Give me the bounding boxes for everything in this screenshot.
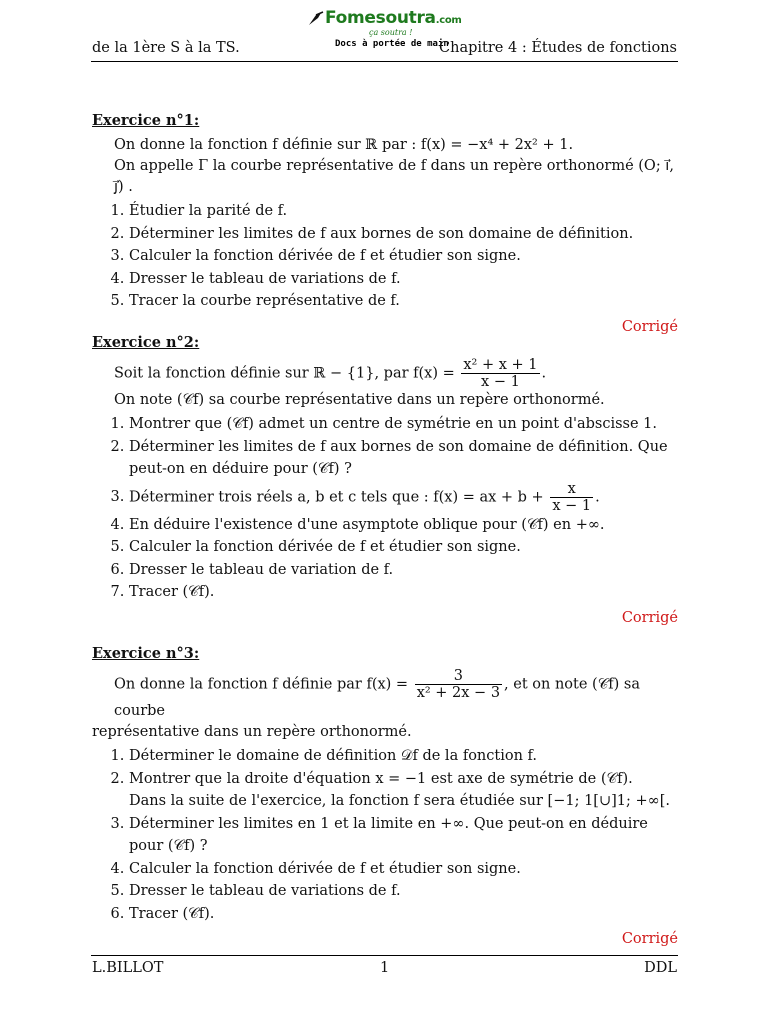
question-item: 6. Dresser le tableau de variation de f.	[129, 559, 678, 582]
exercise-intro: On donne la fonction f définie sur ℝ par : f(x) = −x⁴ + 2x² + 1.	[114, 137, 574, 153]
question-note: Dans la suite de l'exercice, la fonction f sera étudiée sur [−1; 1[∪]1; +∞[.	[129, 793, 670, 809]
question-item: 5. Dresser le tableau de variations de f.	[129, 880, 678, 903]
corrige-link[interactable]: Corrigé	[621, 318, 678, 335]
exercise-2	[92, 334, 678, 626]
question-item: 3. Déterminer les limites en 1 et la limite en +∞. Que peut-on en déduire pour (𝒞f) ?	[129, 813, 678, 858]
question-item: 2. Montrer que la droite d'équation x = −1 est axe de symétrie de (𝒞f). Dans la suite de l'exercice, la fonction f sera étudiée sur [−1; 1[∪]1; +∞[.	[129, 768, 678, 813]
page-number: 1	[380, 960, 390, 976]
exercise-intro: On donne la fonction f définie par f(x) = $\frac{3}{\text{x² + 2x − 3}}$ , et on note (𝒞f) sa courbe	[114, 668, 640, 719]
question-item: 4. En déduire l'existence d'une asymptote oblique pour (𝒞f) en +∞.	[129, 514, 678, 537]
question-item: 3. Calculer la fonction dérivée de f et étudier son signe.	[129, 245, 678, 268]
question-list	[92, 413, 678, 604]
footer-rule	[91, 955, 678, 956]
exercise-intro: Soit la fonction définie sur ℝ − {1}, par f(x) = $\frac{\text{x² + x + 1}}{x - 1}$ .	[114, 357, 547, 390]
logo-subtitle: Docs à portée de main	[335, 39, 449, 49]
corrige-link[interactable]: Corrigé	[621, 609, 678, 626]
footer-right: DDL	[644, 960, 677, 976]
pen-mark-icon	[307, 11, 325, 27]
exercise-1	[92, 112, 678, 335]
header-right: Chapitre 4 : Études de fonctions	[439, 40, 677, 56]
fraction: $\frac{\text{x² + x + 1}}{x - 1}$	[463, 357, 538, 390]
question-item: 4. Dresser le tableau de variations de f.	[129, 268, 678, 291]
question-item: 1. Déterminer le domaine de définition 𝒟f de la fonction f.	[129, 745, 678, 768]
exercise-3	[92, 645, 678, 947]
exercise-intro: On appelle Γ la courbe représentative de f dans un repère orthonormé (O; ı⃗, ȷ⃗) .	[114, 158, 674, 195]
header-left: de la 1ère S à la TS.	[92, 40, 240, 56]
exercise-intro: On note (𝒞f) sa courbe représentative dans un repère orthonormé.	[114, 392, 605, 408]
question-item: 7. Tracer (𝒞f).	[129, 581, 678, 604]
exercise-title: Exercice n°3:	[92, 645, 200, 662]
question-item: 5. Calculer la fonction dérivée de f et étudier son signe.	[129, 536, 678, 559]
fraction: $\frac{x}{x - 1}$	[552, 480, 592, 514]
question-item: 2. Déterminer les limites de f aux bornes de son domaine de définition.	[129, 223, 678, 246]
footer-author: L.BILLOT	[92, 960, 164, 976]
question-list	[92, 200, 678, 313]
question-item: 2. Déterminer les limites de f aux bornes de son domaine de définition. Que peut-on en déduire pour (𝒞f) ?	[129, 436, 678, 481]
exercise-title: Exercice n°1:	[92, 112, 200, 129]
exercise-intro: représentative dans un repère orthonormé.	[92, 724, 412, 740]
header-rule	[91, 61, 678, 62]
question-item: 6. Tracer (𝒞f).	[129, 903, 678, 926]
question-item: 4. Calculer la fonction dérivée de f et étudier son signe.	[129, 858, 678, 881]
question-item: 5. Tracer la courbe représentative de f.	[129, 290, 678, 313]
question-list	[92, 745, 678, 925]
exercise-title: Exercice n°2:	[92, 334, 200, 351]
question-item: 3. Déterminer trois réels a, b et c tels que : f(x) = ax + b + $\frac{x}{x - 1}$ .	[129, 481, 678, 514]
logo-tagline: ça soutra !	[369, 28, 413, 37]
logo-brand: Fomesoutra.com	[325, 8, 462, 28]
fraction: $\frac{3}{\text{x² + 2x − 3}}$	[416, 668, 501, 701]
question-item: 1. Montrer que (𝒞f) admet un centre de symétrie en un point d'abscisse 1.	[129, 413, 678, 436]
corrige-link[interactable]: Corrigé	[621, 931, 678, 947]
question-item: 1. Étudier la parité de f.	[129, 200, 678, 223]
